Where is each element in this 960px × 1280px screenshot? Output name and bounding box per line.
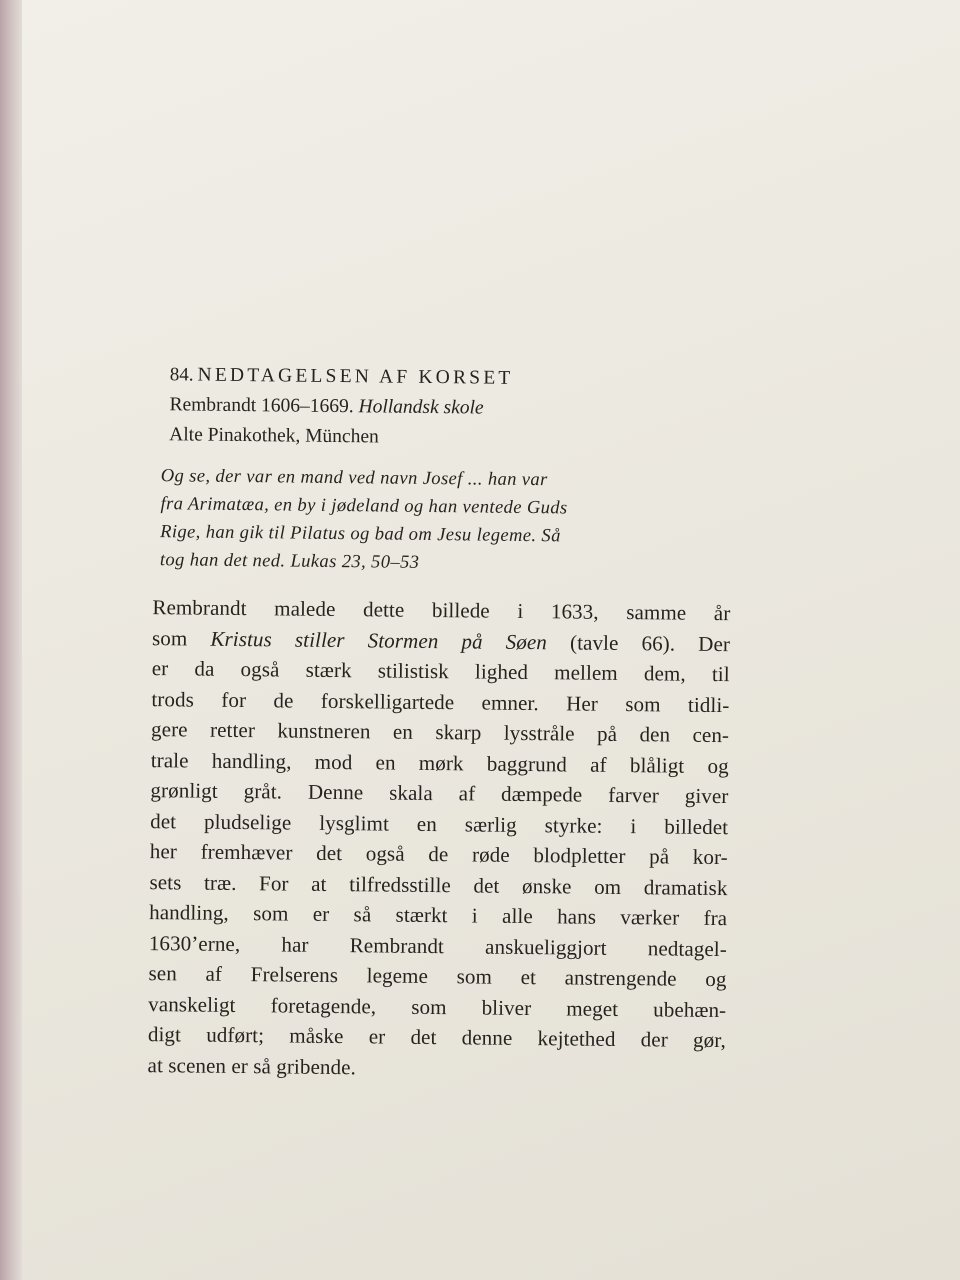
body-line: sen af Frelserens legeme som et anstrengende og bbox=[148, 961, 727, 992]
body-line: digt udført; måske er det denne kejtethed der gør, bbox=[147, 1022, 727, 1053]
body-line: sets træ. For at tilfredsstille det ønske om dramatisk bbox=[149, 869, 728, 900]
body-line: her fremhæver det også de røde blodpletter på kor- bbox=[149, 839, 728, 870]
body-line: trale handling, mod en mørk baggrund af blåligt og bbox=[150, 747, 729, 778]
body-line: det pludselige lysglimt en særlig styrke: i billedet bbox=[150, 808, 729, 839]
quote-line: Rige, han gik til Pilatus og bad om Jesu legeme. Så bbox=[160, 522, 561, 547]
plate-caption bbox=[137, 360, 760, 1086]
body-line: trods for de forskelligartede emner. Her som tidli- bbox=[151, 686, 730, 717]
body-line: at scenen er så gribende. bbox=[147, 1052, 357, 1079]
location: Alte Pinakothek, München bbox=[169, 424, 379, 448]
artist: Rembrandt 1606–1669. bbox=[169, 394, 354, 418]
body-text-run: som bbox=[151, 625, 188, 650]
body-text-run: (tavle 66). Der bbox=[569, 629, 731, 656]
body-line: vanskeligt foretagende, som bliver meget ubehæn- bbox=[148, 991, 727, 1022]
body-line: handling, som er så stærkt i alle hans værker fra bbox=[149, 900, 728, 931]
body-line: grønligt gråt. Denne skala af dæmpede farver giver bbox=[150, 778, 729, 809]
description-paragraph bbox=[147, 592, 730, 1086]
body-line: Rembrandt malede dette billede i 1633, samme år bbox=[152, 595, 731, 626]
page-edge bbox=[0, 0, 22, 1280]
body-line: gere retter kunstneren en skarp lysstråle på den cen- bbox=[151, 717, 730, 748]
plate-title: NEDTAGELSEN AF KORSET bbox=[197, 364, 514, 389]
plate-header bbox=[169, 360, 760, 456]
quote-line: fra Arimatæa, en by i jødeland og han ventede Guds bbox=[160, 494, 568, 519]
quote-line: tog han det ned. Lukas 23, 50–53 bbox=[159, 550, 420, 573]
referenced-work-title: Kristus stiller Stormen på Søen bbox=[210, 626, 548, 654]
bible-quote bbox=[160, 462, 759, 580]
body-line: 1630’erne, har Rembrandt anskueliggjort nedtagel- bbox=[148, 930, 727, 961]
school: Hollandsk skole bbox=[358, 396, 484, 419]
quote-line: Og se, der var en mand ved navn Josef ... han var bbox=[160, 466, 548, 491]
body-line: er da også stærk stilistisk lighed mellem dem, til bbox=[151, 656, 730, 687]
plate-number: 84. bbox=[169, 364, 194, 386]
